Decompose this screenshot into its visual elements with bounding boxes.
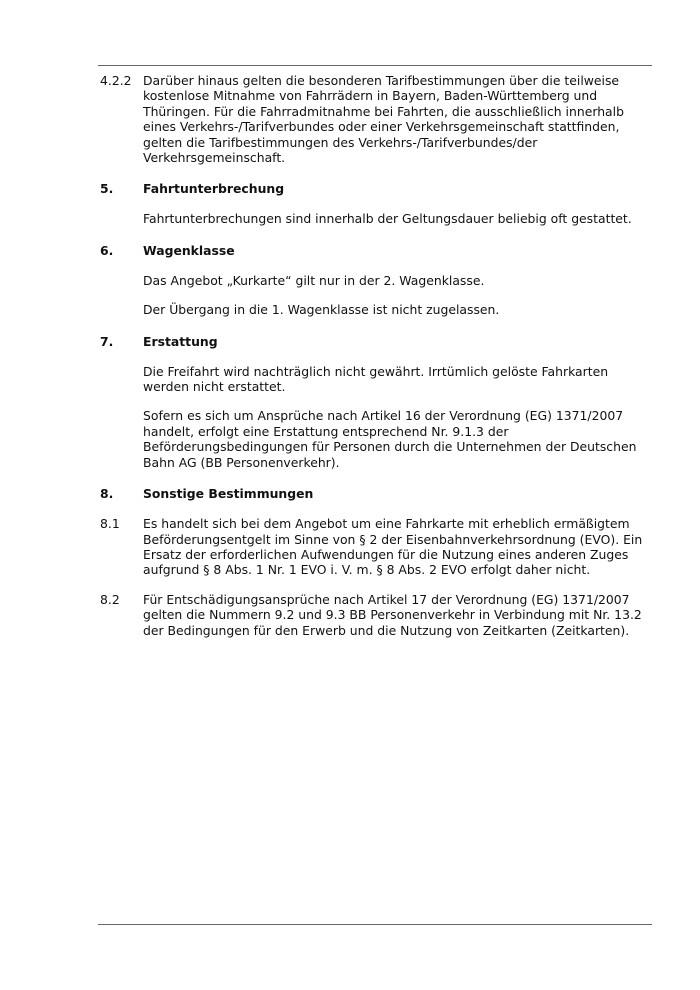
section-number: 7.: [100, 333, 114, 349]
section-title: Wagenklasse: [143, 242, 235, 258]
clause-number: 4.2.2: [100, 73, 132, 88]
document-body: [100, 73, 652, 638]
section-7-heading: [100, 334, 652, 350]
section-6-heading: [100, 243, 652, 259]
clause-text: Es handelt sich bei dem Angebot um eine Fahrkarte mit erheblich ermäßigtem Beförderungsentgelt im Sinne von § 2 der Eisenbahnverkehrsordnung (EVO). Ein Ersatz der erforderlichen Aufwendungen für die Nutzung eines anderen Zuges aufgrund § 8 Abs. 1 Nr. 1 EVO i. V. m. § 8 Abs. 2 EVO erfolgt daher nicht.: [143, 516, 643, 578]
section-number: 5.: [100, 181, 114, 197]
section-6-paragraph-1: Das Angebot „Kurkarte“ gilt nur in der 2. Wagenklasse.: [143, 272, 485, 288]
clause-number: 8.1: [100, 516, 120, 532]
section-number: 8.: [100, 486, 114, 502]
header-rule: [98, 65, 652, 66]
clause-text: Für Entschädigungsansprüche nach Artikel 17 der Verordnung (EG) 1371/2007 gelten die Nummern 9.2 und 9.3 BB Personenverkehr in Verbindung mit Nr. 13.2 der Bedingungen für den Erwerb und die Nutzung von Zeitkarten (Zeitkarten).: [143, 591, 642, 638]
section-title: Sonstige Bestimmungen: [143, 486, 314, 502]
clause-4-2-2: [100, 73, 652, 165]
section-title: Erstattung: [143, 333, 218, 349]
clause-8-1: [100, 516, 652, 578]
clause-text: Darüber hinaus gelten die besonderen Tarifbestimmungen über die teilweise kostenlose Mitnahme von Fahrrädern in Bayern, Baden-Württemberg und Thüringen. Für die Fahrradmitnahme bei Fahrten, die ausschließlich innerhalb eines Verkehrs-/Tarifverbundes oder einer Verkehrsgemeinschaft stattfinden, gelten die Tarifbestimmungen des Verkehrs-/Tarifverbundes/der Verkehrsgemeinschaft.: [143, 73, 624, 166]
clause-number: 8.2: [100, 591, 120, 607]
section-6-paragraph-2: Der Übergang in die 1. Wagenklasse ist nicht zugelassen.: [143, 302, 500, 318]
section-7-paragraph-1: Die Freifahrt wird nachträglich nicht gewährt. Irrtümlich gelöste Fahrkarten werden nicht erstattet.: [143, 363, 609, 395]
section-number: 6.: [100, 242, 114, 258]
clause-8-2: [100, 592, 652, 638]
section-5-heading: [100, 181, 652, 197]
section-7-paragraph-2: Sofern es sich um Ansprüche nach Artikel 16 der Verordnung (EG) 1371/2007 handelt, erfolgt eine Erstattung entsprechend Nr. 9.1.3 der Beförderungsbedingungen für Personen durch die Unternehmen der Deutschen Bahn AG (BB Personenverkehr).: [143, 408, 637, 470]
section-5-paragraph: Fahrtunterbrechungen sind innerhalb der Geltungsdauer beliebig oft gestattet.: [143, 211, 632, 227]
section-title: Fahrtunterbrechung: [143, 181, 285, 197]
footer-rule: [98, 924, 652, 925]
section-8-heading: [100, 486, 652, 502]
